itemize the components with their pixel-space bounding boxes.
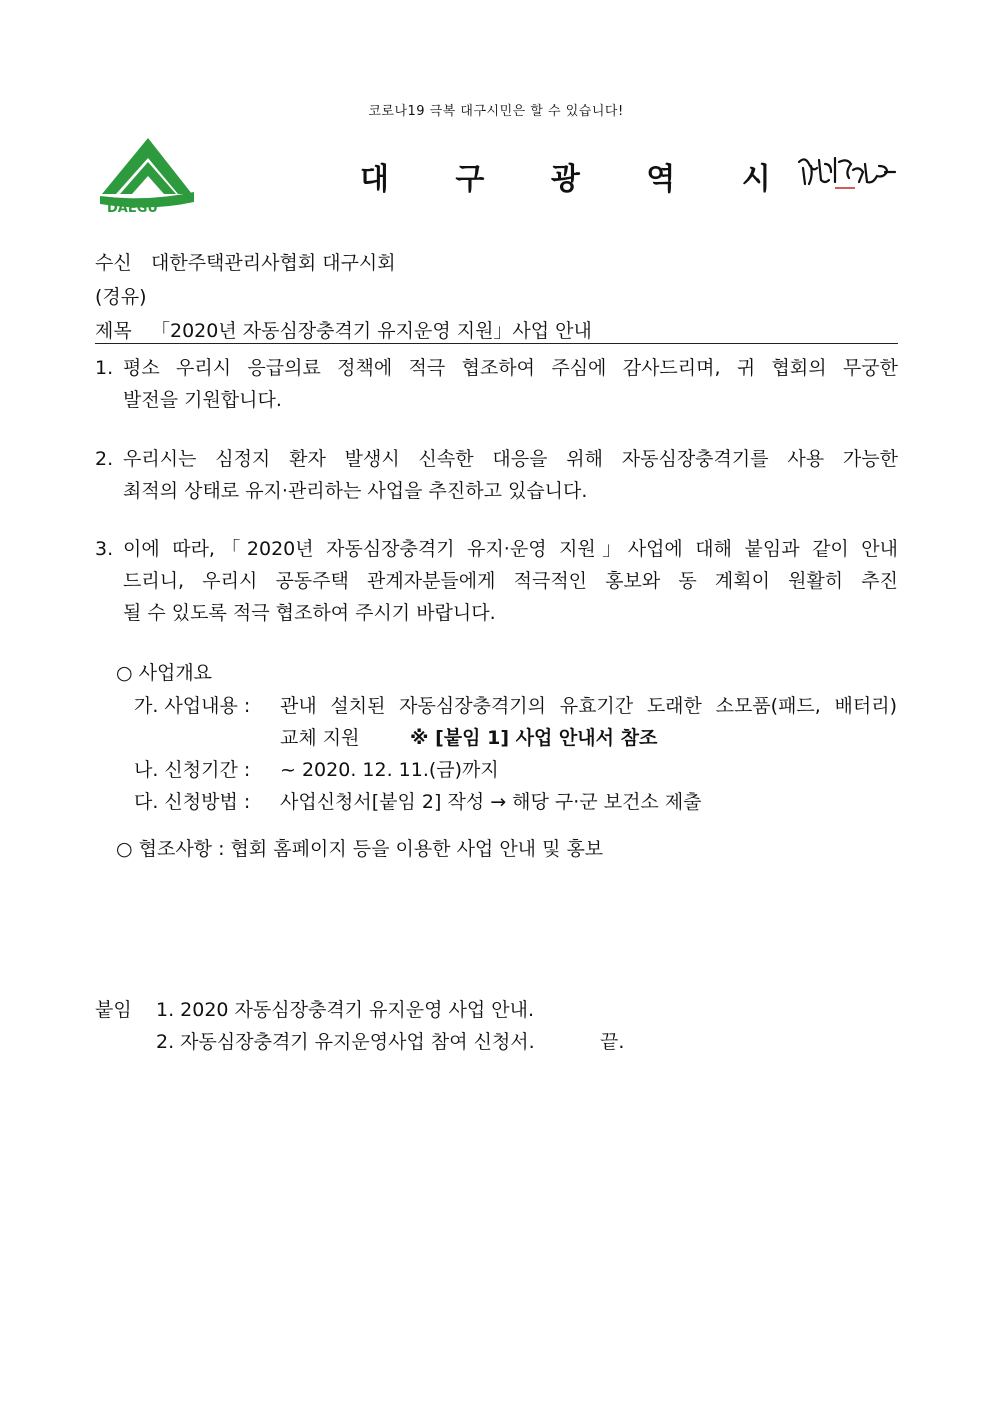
overview-item-da-value: 사업신청서[붙임 2] 작성 → 해당 구·군 보건소 제출 [280,791,702,813]
paragraph-2-line-2: 최적의 상태로 유지·관리하는 사업을 추진하고 있습니다. [123,480,588,502]
overview-item-na-label: 나. 신청기간 : [134,759,251,781]
daegu-logo [98,132,198,214]
subject: 「2020년 자동심장충격기 유지운영 지원」사업 안내 [151,320,592,342]
subject-line [95,316,592,343]
paragraph-3-line-3: 될 수 있도록 적극 협조하여 주시기 바랍니다. [123,602,496,624]
recipient: 대한주택관리사협회 대구시회 [151,252,396,274]
paragraph-1-line-1: 평소 우리시 응급의료 정책에 적극 협조하여 주심에 감사드리며, 귀 협회의 무궁한 [123,357,898,379]
paragraph-3 [95,533,898,629]
paragraph-2-number: 2. [95,448,114,470]
paragraph-2 [95,443,898,507]
overview-item-ga-label: 가. 사업내용 : [134,695,251,717]
overview-item-na-value: ~ 2020. 12. 11.(금)까지 [280,759,499,781]
attachment-item-1: 1. 2020 자동심장충격기 유지운영 사업 안내. [156,999,535,1021]
svg-text:DAEGU: DAEGU [107,201,158,214]
paragraph-2-line-1: 우리시는 심정지 환자 발생시 신속한 대응을 위해 자동심장충격기를 사용 가능한 [123,448,898,470]
paragraph-1-line-2: 발전을 기원합니다. [123,389,282,411]
slogan: 코로나19 극복 대구시민은 할 수 있습니다! [368,104,624,119]
paragraph-3-number: 3. [95,538,114,560]
overview-item-ga-note: ※ [붙임 1] 사업 안내서 참조 [410,727,658,749]
paragraph-1-number: 1. [95,357,114,379]
subject-label: 제목 [95,320,132,342]
overview-item-da-label: 다. 신청방법 : [134,791,251,813]
cooperation-item: ○ 협조사항 : 협회 홈페이지 등을 이용한 사업 안내 및 홍보 [116,838,604,860]
daegu-slogan-calligraphy [795,152,900,194]
recipient-label: 수신 [95,252,132,274]
attachments-label: 붙임 [95,999,132,1021]
attachment-item-2: 2. 자동심장충격기 유지운영사업 참여 신청서. [156,1031,535,1053]
recipient-line [95,248,396,275]
header-divider [95,343,898,344]
end-mark: 끝. [600,1031,625,1053]
paragraph-1 [95,352,898,416]
paragraph-3-line-1: 이에 따라,「2020년 자동심장충격기 유지·운영 지원」사업에 대해 붙임과 같이 안내 [123,538,898,560]
overview-item-ga-line-2: 교체 지원 [280,727,360,749]
org-title: 대 구 광 역 시 [360,162,799,197]
via-line: (경유) [95,286,147,308]
overview-heading: ○ 사업개요 [116,662,213,684]
paragraph-3-line-2: 드리니, 우리시 공동주택 관계자분들에게 적극적인 홍보와 동 계획이 원활히 추진 [123,570,898,592]
overview-item-ga-line-1: 관내 설치된 자동심장충격기의 유효기간 도래한 소모품(패드, 배터리) [280,695,897,717]
